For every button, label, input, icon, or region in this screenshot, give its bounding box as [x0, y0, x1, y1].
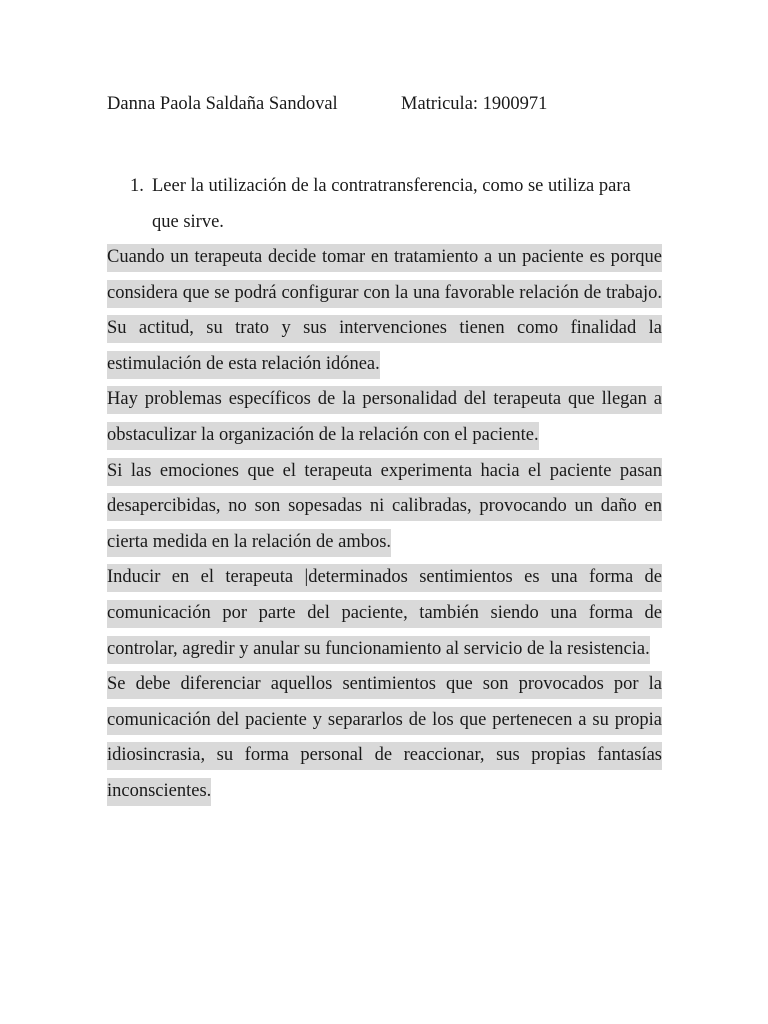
- answer-paragraph: [107, 382, 662, 453]
- answer-body: [107, 240, 662, 810]
- answer-paragraph-text: Inducir en el terapeuta |determinados sentimientos es una forma de comunicación por parte del paciente, también siendo una forma de controlar, agredir y anular su funcionamiento al servicio de la resistencia.: [107, 564, 662, 663]
- student-matricula: Matricula: 1900971: [401, 94, 548, 114]
- answer-paragraph-text: Se debe diferenciar aquellos sentimientos que son provocados por la comunicación del paciente y separarlos de los que pertenecen a su propia idiosincrasia, su forma personal de reaccionar, sus propias fantasías inconscientes.: [107, 671, 662, 806]
- student-name: Danna Paola Saldaña Sandoval: [107, 94, 338, 114]
- question-number: 1.: [130, 176, 144, 196]
- answer-paragraph: [107, 240, 662, 382]
- answer-paragraph: [107, 560, 662, 667]
- answer-paragraph: [107, 667, 662, 809]
- question-item: [130, 169, 662, 240]
- question-text: Leer la utilización de la contratransferencia, como se utiliza para que sirve.: [152, 176, 631, 232]
- answer-paragraph: [107, 454, 662, 561]
- answer-paragraph-text: Si las emociones que el terapeuta experimenta hacia el paciente pasan desapercibidas, no son sopesadas ni calibradas, provocando un daño en cierta medida en la relación de ambos.: [107, 458, 662, 557]
- document-header: [107, 92, 548, 116]
- answer-paragraph-text: Hay problemas específicos de la personalidad del terapeuta que llegan a obstaculizar la organización de la relación con el paciente.: [107, 386, 662, 450]
- answer-paragraph-text: Cuando un terapeuta decide tomar en tratamiento a un paciente es porque considera que se podrá configurar con la una favorable relación de trabajo. Su actitud, su trato y sus intervenciones tienen como finalidad la estimulación de esta relación idónea.: [107, 244, 662, 379]
